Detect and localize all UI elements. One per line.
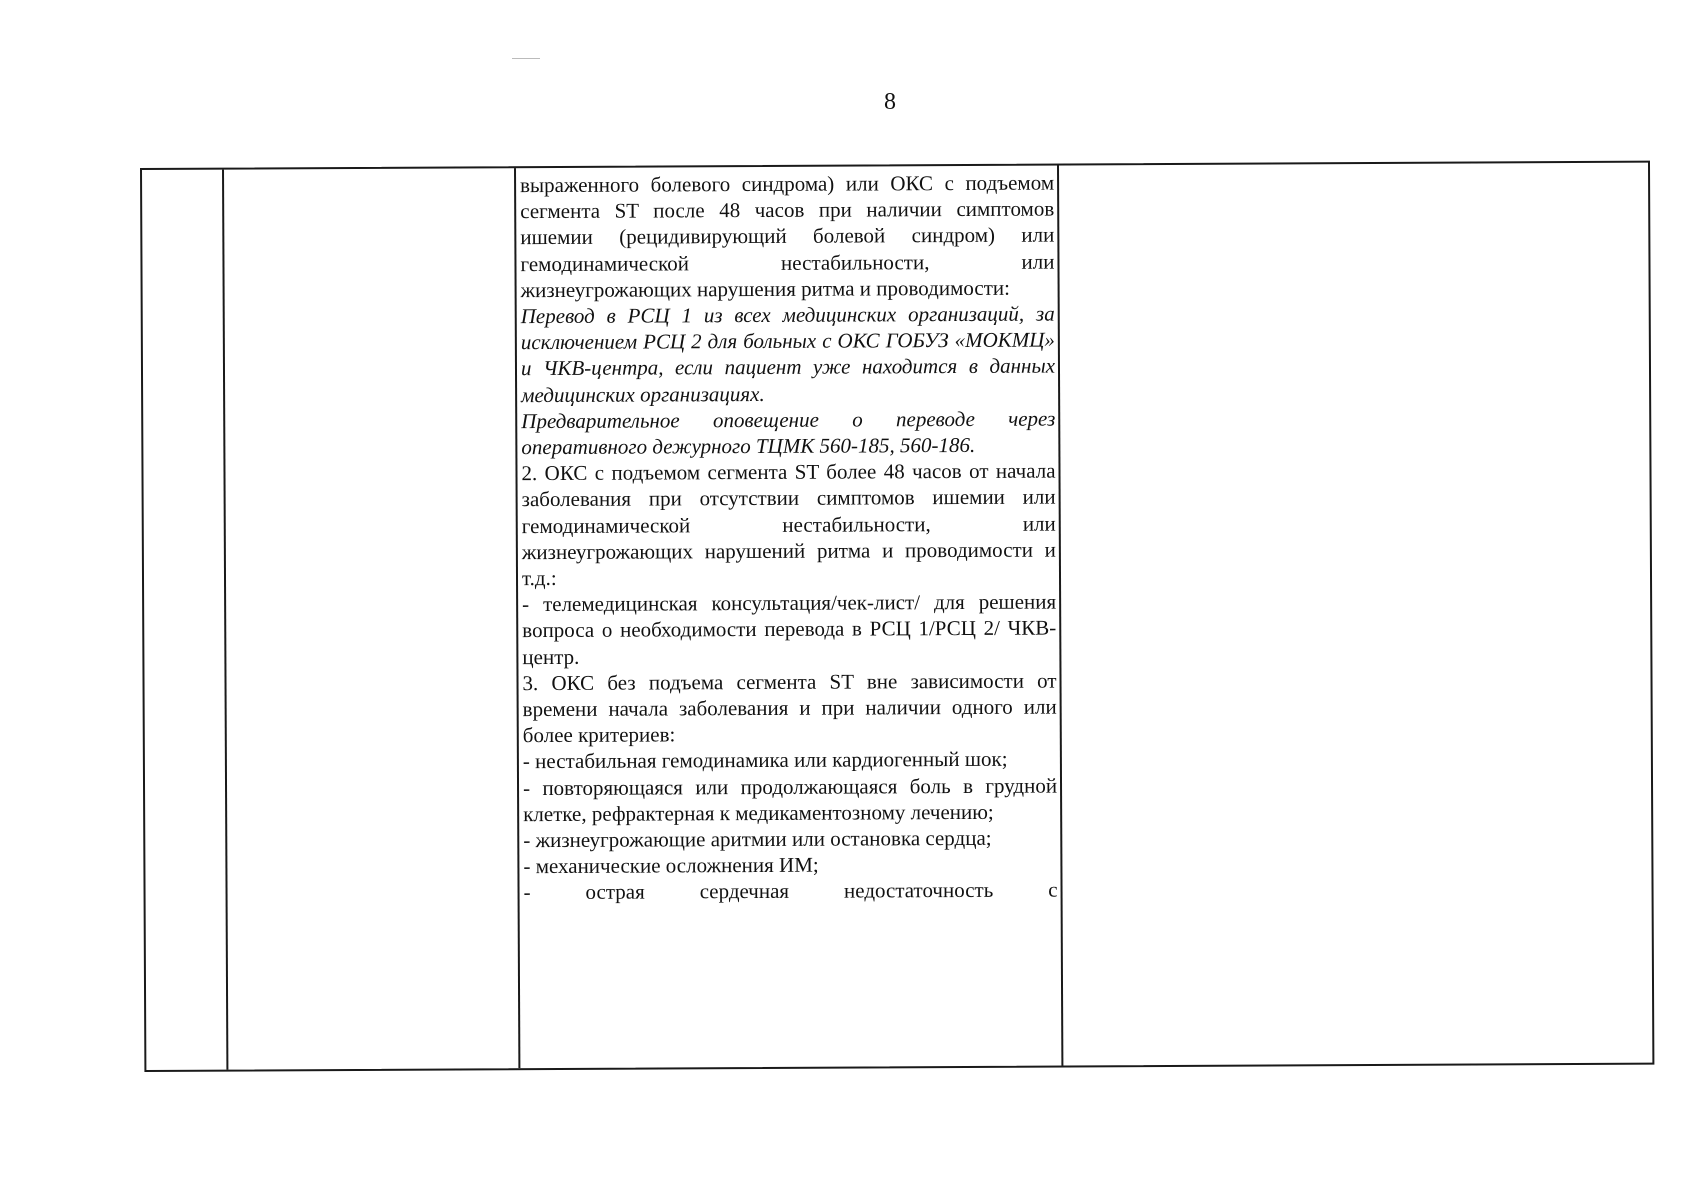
paragraph-telemedicine: - телемедицинская консультация/чек-лист/ для решения вопроса о необходимости перевода в РСЦ 1/РСЦ 2/ ЧКВ-центр. [522, 589, 1057, 669]
paragraph-transfer-rsc1: Перевод в РСЦ 1 из всех медицинских организаций, за исключением РСЦ 2 для больных с ОКС ГОБУЗ «МОКМЦ» и ЧКВ-центра, если пациент уже находится в данных медицинских организациях. [520, 301, 1056, 407]
table-column-border-3 [1057, 166, 1063, 1066]
paragraph-criterion-heart-failure: - острая сердечная недостаточность с [523, 878, 1058, 905]
paragraph-transfer-criteria-intro: выраженного болевого синдрома) или ОКС с подъемом сегмента ST после 48 часов при наличии симптомов ишемии (рецидивирующий болевой синдром) или гемодинамической нестабильности, или жизнеугрожающих нарушения ритма и проводимости: [520, 170, 1055, 302]
table-column-border-2 [514, 168, 520, 1068]
paragraph-item-2: 2. ОКС с подъемом сегмента ST более 48 часов от начала заболевания при отсутствии симптомов ишемии или гемодинамической нестабильности, или жизнеугрожающих нарушений ритма и проводимости и т.д.: [521, 458, 1056, 591]
paragraph-preliminary-notice: Предварительное оповещение о переводе через оперативного дежурного ТЦМК 560-185, 560-186. [521, 406, 1056, 460]
paragraph-criterion-chest-pain: - повторяющаяся или продолжающаяся боль в грудной клетке, рефрактерная к медикаментозному лечению; [522, 773, 1058, 827]
paragraph-criterion-mechanical: - механические осложнения ИМ; [523, 852, 819, 879]
document-table [140, 161, 1654, 1072]
page-number: 8 [884, 89, 896, 115]
paragraph-criterion-hemodynamics: - нестабильная гемодинамика или кардиогенный шок; [522, 747, 1008, 774]
scan-artifact-mark [512, 58, 540, 59]
paragraph-criterion-arrhythmia: - жизнеугрожающие аритмии или остановка сердца; [523, 825, 992, 853]
paragraph-item-3: 3. ОКС без подъема сегмента ST вне зависимости от времени начала заболевания и при наличии одного или более критериев: [522, 668, 1057, 748]
table-column-border-1 [222, 170, 228, 1070]
table-cell-text [520, 170, 1058, 906]
